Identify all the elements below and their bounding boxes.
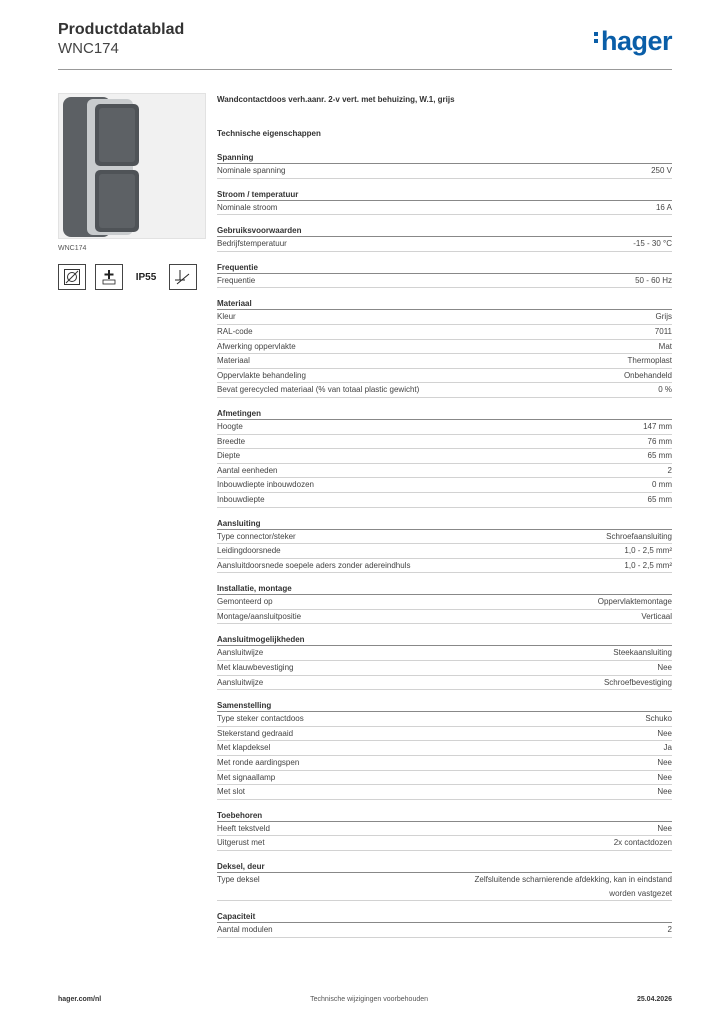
spec-label: Type deksel (217, 875, 260, 884)
spec-row (217, 478, 672, 493)
certification-icons (58, 264, 197, 290)
spec-row (217, 354, 672, 369)
spec-value: Zelfsluitende scharnierende afdekking, kan in eindstand worden vastgezet (474, 875, 672, 898)
spec-row (217, 756, 672, 771)
spec-group-title: Gebruiksvoorwaarden (217, 224, 672, 237)
spec-row (217, 559, 672, 574)
spec-group (217, 407, 672, 508)
spec-value: Grijs (655, 312, 672, 322)
spec-label: Met slot (217, 787, 246, 797)
spec-group-title: Aansluiting (217, 517, 672, 530)
spec-value: 250 V (651, 166, 672, 175)
spec-value: Schroefbevestiging (603, 677, 672, 687)
spec-label: Type steker contactdoos (217, 714, 304, 724)
product-specifications (217, 95, 672, 947)
spec-label: Uitgerust met (217, 838, 265, 848)
spec-value: 1,0 - 2,5 mm² (624, 560, 672, 570)
spec-value: Nee (657, 663, 672, 673)
spec-group-title: Toebehoren (217, 809, 672, 822)
spec-row (217, 201, 672, 216)
spec-row (217, 785, 672, 800)
spec-label: Met ronde aardingspen (217, 758, 300, 768)
spec-group (217, 809, 672, 851)
spec-label: Aantal eenheden (217, 465, 278, 475)
spec-row (217, 610, 672, 625)
spec-row (217, 383, 672, 398)
spec-value: Schroefaansluiting (606, 531, 672, 541)
page-title: Productdatablad (58, 21, 185, 38)
spec-row (217, 771, 672, 786)
spec-label: Nominale stroom (217, 202, 278, 212)
spec-label: Stekerstand gedraaid (217, 728, 294, 738)
spec-row (217, 493, 672, 508)
spec-label: Montage/aansluitpositie (217, 611, 302, 621)
spec-value: 50 - 60 Hz (635, 275, 672, 285)
spec-group-title: Frequentie (217, 261, 672, 274)
product-code: WNC174 (58, 40, 119, 57)
spec-row (217, 310, 672, 325)
spec-group (217, 517, 672, 574)
spec-label: Nominale spanning (217, 166, 286, 175)
spec-group (217, 633, 672, 690)
spec-value: Thermoplast (627, 356, 672, 366)
spec-value: 0 % (658, 385, 672, 395)
screw-terminal-icon (169, 264, 197, 290)
spec-value: 0 mm (652, 480, 672, 490)
spec-row (217, 449, 672, 464)
spec-group-title: Materiaal (217, 297, 672, 310)
spec-label: Met klapdeksel (217, 743, 271, 753)
spec-label: RAL-code (217, 326, 253, 336)
spec-label: Materiaal (217, 356, 250, 366)
spec-group (217, 261, 672, 289)
spec-row (217, 464, 672, 479)
spec-label: Heeft tekstveld (217, 823, 270, 833)
spec-row (217, 595, 672, 610)
spec-row (217, 646, 672, 661)
spec-group (217, 151, 672, 179)
spec-group-title: Aansluitmogelijkheden (217, 633, 672, 646)
spec-value: Nee (657, 758, 672, 768)
spec-value: 65 mm (647, 494, 672, 504)
spec-group (217, 297, 672, 398)
spec-value: Schuko (645, 714, 672, 724)
spec-row (217, 237, 672, 252)
ip55-icon: IP55 (135, 271, 157, 283)
spec-label: Aantal modulen (217, 925, 273, 935)
spec-row (217, 164, 672, 179)
spec-row (217, 741, 672, 756)
spec-value: Nee (657, 823, 672, 833)
socket-icon (58, 264, 86, 290)
spec-label: Breedte (217, 436, 246, 446)
spec-row (217, 873, 672, 901)
spec-label: Leidingdoorsnede (217, 546, 281, 556)
spec-row (217, 676, 672, 691)
spec-group-title: Installatie, montage (217, 582, 672, 595)
spec-row (217, 822, 672, 837)
spec-group-title: Deksel, deur (217, 860, 672, 873)
spec-row (217, 274, 672, 289)
spec-value: 16 A (655, 202, 672, 212)
spec-value: 76 mm (647, 436, 672, 446)
footer-date: 25.04.2026 (636, 996, 672, 1003)
spec-value: 2x contactdozen (613, 838, 672, 848)
spec-groups (217, 151, 672, 938)
footer-website: hager.com/nl (58, 996, 102, 1003)
spec-row (217, 435, 672, 450)
spec-value: Verticaal (641, 611, 672, 621)
spec-value: Nee (657, 772, 672, 782)
spec-group (217, 188, 672, 216)
spec-row (217, 661, 672, 676)
spec-label: Oppervlakte behandeling (217, 370, 306, 380)
spec-value: 65 mm (647, 451, 672, 461)
spec-row (217, 420, 672, 435)
spec-value: 2 (667, 925, 672, 935)
spec-label: Bevat gerecycled materiaal (% van totaal plastic gewicht) (217, 385, 420, 395)
spec-row (217, 544, 672, 559)
spec-group-title: Spanning (217, 151, 672, 164)
spec-label: Frequentie (217, 275, 256, 285)
spec-label: Gemonteerd op (217, 597, 273, 607)
spec-group-title: Capaciteit (217, 910, 672, 923)
spec-value: -15 - 30 °C (633, 239, 672, 249)
spec-value: Nee (657, 728, 672, 738)
page-footer (58, 996, 672, 1003)
spec-group (217, 582, 672, 624)
spec-label: Aansluitwijze (217, 677, 264, 687)
footer-disclaimer: Technische wijzigingen voorbehouden (310, 996, 429, 1003)
page-header (58, 20, 672, 70)
spec-value: Steekaansluiting (613, 648, 672, 658)
spec-row (217, 727, 672, 742)
spec-value: 2 (667, 465, 672, 475)
spec-label: Type connector/steker (217, 531, 296, 541)
spec-label: Aansluitdoorsnede soepele aders zonder adereindhuls (217, 560, 411, 570)
spec-row (217, 836, 672, 851)
spec-group (217, 860, 672, 901)
spec-value: Oppervlaktemontage (597, 597, 672, 607)
spec-value: 7011 (654, 326, 672, 336)
spec-label: Kleur (217, 312, 236, 322)
spec-row (217, 712, 672, 727)
spec-row (217, 369, 672, 384)
spec-label: Met signaallamp (217, 772, 276, 782)
spec-value: Nee (657, 787, 672, 797)
spec-label: Diepte (217, 451, 241, 461)
spec-group (217, 910, 672, 938)
spec-group (217, 224, 672, 252)
protection-class-icon (95, 264, 123, 290)
spec-value: Onbehandeld (623, 370, 672, 380)
spec-row (217, 923, 672, 938)
product-caption: WNC174 (58, 245, 87, 252)
spec-group-title: Afmetingen (217, 407, 672, 420)
hager-logo: hager (594, 26, 672, 57)
spec-label: Inbouwdiepte inbouwdozen (217, 480, 314, 490)
spec-group-title: Stroom / temperatuur (217, 188, 672, 201)
spec-value: 1,0 - 2,5 mm² (624, 546, 672, 556)
section-title: Technische eigenschappen (217, 129, 321, 138)
product-image (58, 93, 206, 239)
spec-label: Afwerking oppervlakte (217, 341, 296, 351)
spec-value: 147 mm (643, 421, 672, 431)
spec-label: Bedrijfstemperatuur (217, 239, 287, 249)
spec-group-title: Samenstelling (217, 699, 672, 712)
product-description: Wandcontactdoos verh.aanr. 2-v vert. met behuizing, W.1, grijs (217, 95, 455, 104)
spec-label: Inbouwdiepte (217, 494, 265, 504)
spec-label: Hoogte (217, 421, 243, 431)
spec-label: Met klauwbevestiging (217, 663, 294, 673)
spec-value: Ja (663, 743, 672, 753)
spec-value: Mat (658, 341, 672, 351)
spec-row (217, 530, 672, 545)
spec-group (217, 699, 672, 800)
spec-label: Aansluitwijze (217, 648, 264, 658)
spec-row (217, 340, 672, 355)
spec-row (217, 325, 672, 340)
